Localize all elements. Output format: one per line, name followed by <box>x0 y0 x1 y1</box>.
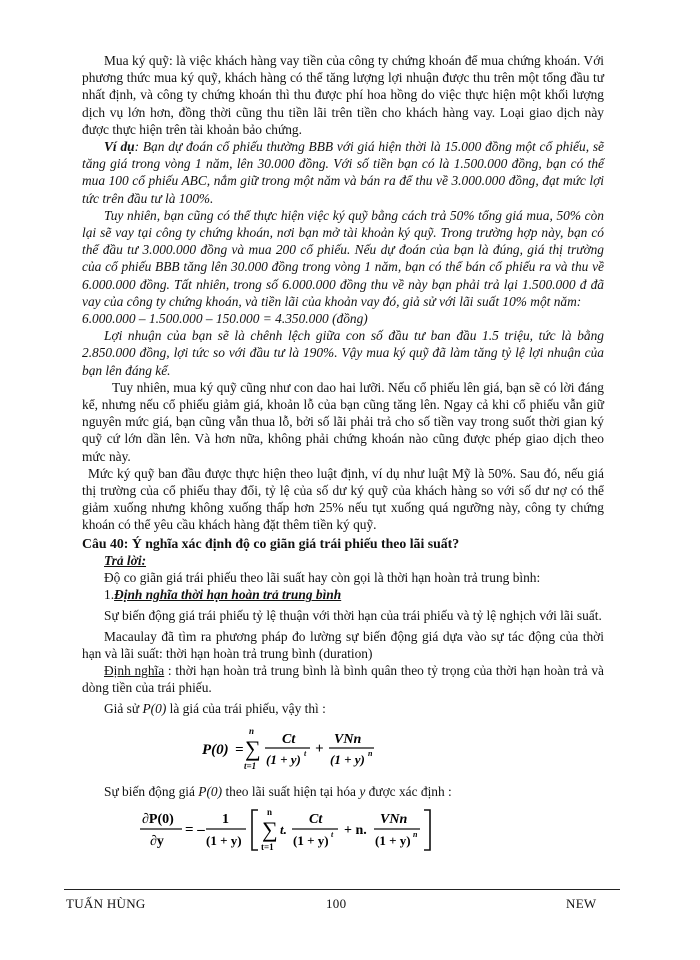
formula2-lhs-den: ∂y <box>150 833 164 849</box>
paragraph-definition <box>82 662 604 696</box>
assume-text-end: là giá của trái phiếu, vậy thì : <box>166 700 326 716</box>
formula1-sum-top: n <box>249 725 255 736</box>
formula1-lhs: P(0) <box>202 741 229 758</box>
formula2-sum-top: n <box>267 806 273 817</box>
formula2-exp1: t <box>331 829 334 839</box>
paragraph-double-edged: Tuy nhiên, mua ký quỹ cũng như con dao hai lưỡi. Nếu cổ phiếu lên giá, bạn sẽ có lời đáng kể, nhưng nếu cổ phiếu giảm giá, khoản lỗ của bạn cũng tăng lên. Ngay cả khi cổ phiếu vẫn giữ nguyên mức giá, bạn cũng vẫn thua lỗ, bởi số lãi phải trả cho số tiền vay trong suốt thời gian ký quỹ cứ lớn dần lên. Và hơn nữa, không phải chứng khoán nào cũng được phép giao dịch theo mức này. <box>82 379 604 464</box>
formula2-den2: (1 + y) <box>375 832 411 848</box>
formula2-left-bracket <box>252 810 258 850</box>
paragraph-profit: Lợi nhuận của bạn sẽ là chênh lệch giữa con số đầu tư ban đầu 1.5 triệu, tức là bằng 2.850.000 đồng, lợi tức so với đầu tư là 190%. Vậy mua ký quỹ đã làm tăng tỷ lệ lợi nhuận của bạn lên đáng kể. <box>82 328 604 378</box>
formula1-plus: + <box>315 740 324 757</box>
formula2-num2: VNn <box>380 811 408 827</box>
footer-tag: NEW <box>566 896 597 911</box>
formula2-exp2: n <box>413 829 418 839</box>
definition-label: Định nghĩa <box>104 663 165 679</box>
formula1-exp1: t <box>304 748 307 758</box>
formula1-sum-bottom: t=1 <box>244 760 257 771</box>
formula2-plus: + n. <box>344 822 367 838</box>
formula2-coef-den: (1 + y) <box>206 832 242 848</box>
calculation-line: 6.000.000 – 1.500.000 – 150.000 = 4.350.000 (đồng) <box>82 311 368 327</box>
footer-divider <box>64 889 620 890</box>
price-change-text-mid: theo lãi suất hiện tại hóa <box>222 783 360 799</box>
formula2-right-bracket <box>424 810 430 850</box>
answer-label-line <box>82 552 604 569</box>
formula1-exp2: n <box>368 748 373 758</box>
question-heading: Câu 40: Ý nghĩa xác định độ co giãn giá trái phiếu theo lãi suất? <box>82 535 460 551</box>
price-change-variable-y: y <box>359 783 366 799</box>
paragraph-margin-buying: Mua ký quỹ: là việc khách hàng vay tiền của công ty chứng khoán để mua chứng khoán. Với phương thức mua ký quỹ, khách hàng có thể tăng lượng lợi nhuận được thu trên một tổng đầu tư nhất định, và công ty chứng khoán thì thu được phí hoa hồng do việc thực hiện một khối lượng dịch vụ lớn hơn, đồng thời cũng thu tiền lãi trên tiền cho khách hàng vay. Loại giao dịch này được thực hiện trên tài khoản bảo chứng. <box>82 53 604 137</box>
price-change-variable: P(0) <box>198 783 223 799</box>
assume-text: Giả sử <box>104 700 143 716</box>
price-change-text-end: được xác định : <box>365 783 452 799</box>
formula2-sum-bottom: t=1 <box>261 841 274 852</box>
formula2-equals: = – <box>185 821 205 838</box>
answer-intro: Độ co giãn giá trái phiếu theo lãi suất hay còn gọi là thời hạn hoàn trả trung bình: <box>104 570 541 586</box>
paragraph-price-volatility: Sự biến động giá trái phiếu tỷ lệ thuận với thời hạn của trái phiếu và tỷ lệ nghịch với lãi suất. <box>104 607 602 623</box>
formula1-equals: = <box>235 741 244 758</box>
formula-bond-price <box>82 723 604 775</box>
example-text: : Bạn dự đoán cổ phiếu thường BBB với giá hiện thời là 15.000 đồng một cổ phiếu, sẽ tăng giá trong vòng 1 năm, lên 30.000 đồng. Với số tiền bạn có là 1.500.000 đồng, bạn có thể mua 100 cổ phiếu ABC, nắm giữ trong một năm và bán ra để thu về 3.000.000 đồng, đạt mức lợi tức trên đầu tư là 100%. <box>82 139 604 206</box>
paragraph-example <box>82 138 604 207</box>
price-change-text: Sự biến động giá <box>104 783 199 799</box>
formula-price-derivative <box>82 804 604 856</box>
formula2-t: t. <box>280 821 287 837</box>
formula2-coef-num: 1 <box>222 811 229 827</box>
formula-bond-price-svg <box>82 723 604 775</box>
formula1-num2: VNn <box>334 731 362 747</box>
formula2-den1: (1 + y) <box>293 832 329 848</box>
assume-variable: P(0) <box>142 700 167 716</box>
paragraph-price-change <box>82 783 604 800</box>
footer-author: TUẤN HÙNG <box>66 896 146 911</box>
subsection-title: Định nghĩa thời hạn hoàn trả trung bình <box>114 587 342 603</box>
formula2-sum-symbol: ∑ <box>262 816 278 842</box>
formula1-den2: (1 + y) <box>330 751 365 767</box>
formula2-lhs-num: ∂P(0) <box>142 811 174 827</box>
footer-page-number: 100 <box>326 896 347 911</box>
answer-label: Trả lời: <box>104 552 147 568</box>
formula1-num1: Ct <box>282 731 296 747</box>
formula-derivative-svg <box>82 804 604 856</box>
formula2-num1: Ct <box>309 811 323 827</box>
paragraph-margin-example: Tuy nhiên, bạn cũng có thể thực hiện việc ký quỹ bằng cách trả 50% tổng giá mua, 50% còn lại sẽ vay tại công ty chứng khoán, nơi bạn mở tài khoản ký quỹ. Trong trường hợp này, bạn có thể đầu tư 3.000.000 đồng và mua 200 cổ phiếu. Nếu dự đoán của bạn là đúng, giá thị trường của cổ phiếu BBB tăng lên 30.000 đồng trong vòng 1 năm, bạn có thể bán cổ phiếu ra và thu về 6.000.000 đồng. Tất nhiên, trong số 6.000.000 đồng thu về này bạn phải trả lại 1.500.000 đ đã vay của công ty chứng khoán, và tiền lãi của khoản vay đó, giả sử với lãi suất 10% một năm: <box>82 207 604 309</box>
paragraph-margin-level: Mức ký quỹ ban đầu được thực hiện theo luật định, ví dụ như luật Mỹ là 50%. Sau đó, nếu giá thị trường của cổ phiếu thay đổi, tỷ lệ của số dư ký quỹ của khách hàng so với số dư nợ có thể giảm xuống nhưng không xuống thấp hơn 25% nếu tụt xuống quá ngưỡng này, công ty chứng khoán có thể yêu cầu khách hàng đặt thêm tiền ký quỹ. <box>82 465 604 533</box>
subsection-heading <box>82 586 604 603</box>
paragraph-macaulay: Macaulay đã tìm ra phương pháp đo lường sự biến động giá dựa vào sự tác động của thời hạn và lãi suất: thời hạn hoàn trả trung bình (duration) <box>82 628 604 661</box>
paragraph-assume <box>82 700 604 717</box>
example-label: Ví dụ <box>104 139 135 155</box>
formula1-sum-symbol: ∑ <box>245 735 261 761</box>
page-content <box>82 52 604 864</box>
definition-text: : thời hạn hoàn trả trung bình là bình quân theo tỷ trọng của thời hạn hoàn trả và dòng tiền của trái phiếu. <box>82 663 604 696</box>
formula1-den1: (1 + y) <box>266 751 301 767</box>
subsection-number: 1. <box>104 587 115 603</box>
